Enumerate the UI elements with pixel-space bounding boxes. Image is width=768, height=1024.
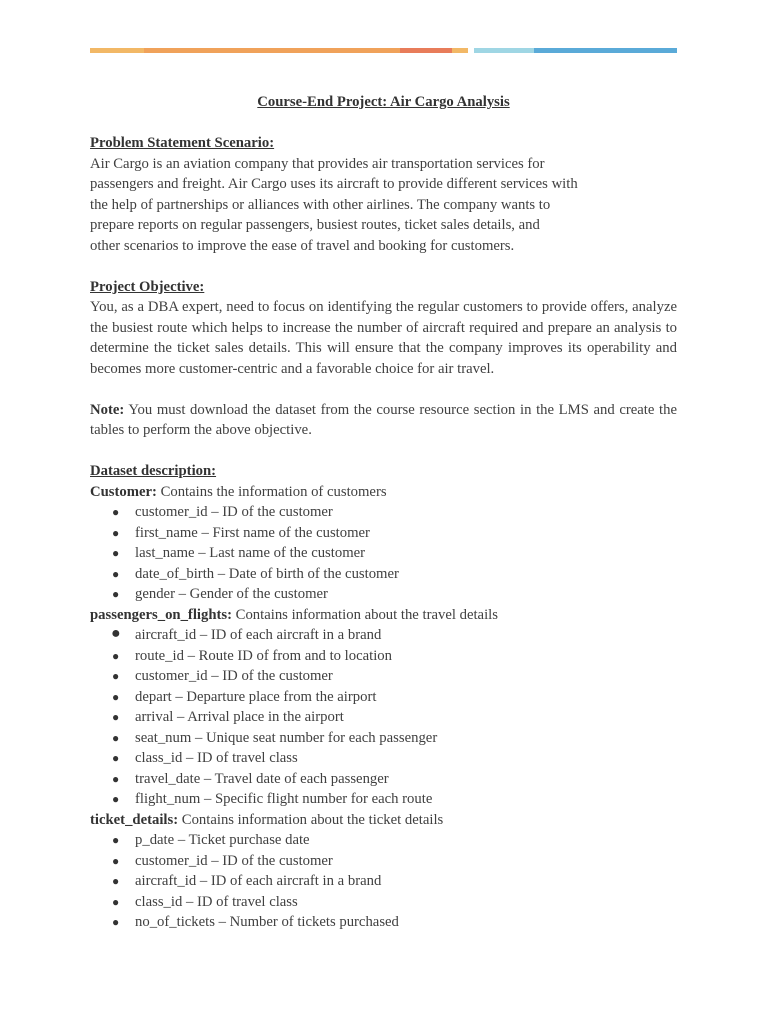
bullet-icon: ●: [111, 625, 121, 642]
dataset-heading: Dataset description:: [90, 463, 217, 479]
problem-line: other scenarios to improve the ease of travel and booking for customers.: [90, 237, 515, 254]
list-item: ● aircraft_id – ID of each aircraft in a brand: [111, 625, 382, 643]
bar-segment: [90, 48, 144, 53]
table-name: ticket_details:: [90, 811, 179, 828]
list-item: ● arrival – Arrival place in the airport: [90, 707, 677, 728]
bullet-icon: ●: [112, 505, 120, 519]
note-text: You must download the dataset from the course resource section in the LMS and create the tables to perform the above objective.: [90, 401, 677, 438]
bullet-icon: ●: [112, 587, 120, 601]
problem-line: Air Cargo is an aviation company that provides air transportation services for: [90, 155, 545, 172]
problem-heading: Problem Statement Scenario:: [90, 135, 275, 151]
bullet-icon: ●: [112, 771, 120, 786]
list-item: ● customer_id – ID of the customer: [90, 851, 677, 872]
bullet-icon: ●: [112, 853, 120, 868]
list-item: ● flight_num – Specific flight number for each route: [90, 789, 677, 810]
bullet-icon: ●: [112, 710, 120, 724]
objective-text: You, as a DBA expert, need to focus on identifying the regular customers to provide offers, analyze the busiest route which helps to increase the number of aircraft required and prepare an analysis to determine the ticket sales details. This will ensure that the company improves its operability and becomes more customer-centric and a favorable choice for air travel.: [90, 299, 677, 377]
table-name: Customer:: [90, 483, 157, 500]
bullet-icon: ●: [112, 874, 120, 888]
bullet-icon: ●: [112, 669, 120, 683]
bar-segment: [534, 48, 677, 53]
bar-segment: [474, 48, 534, 53]
problem-line: passengers and freight. Air Cargo uses its aircraft to provide different services with: [90, 176, 578, 192]
list-item: ● gender – Gender of the customer: [90, 584, 677, 605]
note-label: Note:: [90, 401, 125, 418]
list-item: ● last_name – Last name of the customer: [90, 543, 677, 564]
bullet-icon: ●: [112, 566, 120, 581]
table-desc: Contains information about the ticket details: [178, 811, 444, 828]
table-ticket-details: [90, 810, 677, 933]
bullet-icon: ●: [112, 730, 120, 745]
problem-line: prepare reports on regular passengers, busiest routes, ticket sales details, and: [90, 217, 540, 233]
table-name: passengers_on_flights:: [90, 606, 232, 623]
list-item: ● no_of_tickets – Number of tickets purchased: [90, 912, 677, 933]
field-list: [90, 830, 677, 933]
list-item: ● p_date – Ticket purchase date: [90, 830, 677, 851]
list-item: ● aircraft_id – ID of each aircraft in a brand: [90, 871, 677, 892]
list-item: ● customer_id – ID of the customer: [90, 666, 677, 687]
list-item: ● date_of_birth – Date of birth of the customer: [90, 564, 677, 585]
objective-section: [90, 277, 677, 380]
bullet-icon: ●: [112, 689, 120, 704]
bar-segment: [400, 48, 452, 53]
note-paragraph: [90, 400, 677, 441]
list-item: ● travel_date – Travel date of each passenger: [90, 769, 677, 790]
list-item: ● class_id – ID of travel class: [90, 892, 677, 913]
bullet-icon: ●: [112, 751, 120, 765]
table-desc: Contains information about the travel details: [232, 606, 498, 623]
table-passengers-on-flights: [90, 605, 677, 810]
bullet-icon: ●: [112, 894, 120, 909]
table-customer: [90, 482, 677, 605]
list-item: ● first_name – First name of the customer: [90, 523, 677, 544]
objective-heading: Project Objective:: [90, 278, 205, 295]
bullet-icon: ●: [112, 792, 120, 806]
bullet-icon: ●: [112, 525, 120, 540]
list-item: ● seat_num – Unique seat number for each passenger: [90, 728, 677, 749]
table-desc: Contains the information of customers: [156, 483, 387, 500]
field-list: [90, 625, 677, 810]
bullet-icon: ●: [112, 648, 120, 663]
problem-line: the help of partnerships or alliances with other airlines. The company wants to: [90, 196, 551, 213]
list-item: ● customer_id – ID of the customer: [90, 502, 677, 523]
list-item: ● route_id – Route ID of from and to location: [90, 646, 677, 667]
bar-segment: [452, 48, 468, 53]
dataset-section: [90, 461, 677, 933]
document-page: [90, 92, 677, 933]
list-item: ● class_id – ID of travel class: [90, 748, 677, 769]
bullet-icon: ●: [112, 546, 120, 560]
bar-segment: [144, 48, 400, 53]
problem-section: [90, 133, 677, 256]
bullet-icon: ●: [112, 833, 120, 847]
document-title: Course-End Project: Air Cargo Analysis: [257, 94, 510, 110]
list-item: ● depart – Departure place from the airport: [90, 687, 677, 708]
bullet-icon: ●: [112, 915, 120, 929]
field-list: [90, 502, 677, 605]
